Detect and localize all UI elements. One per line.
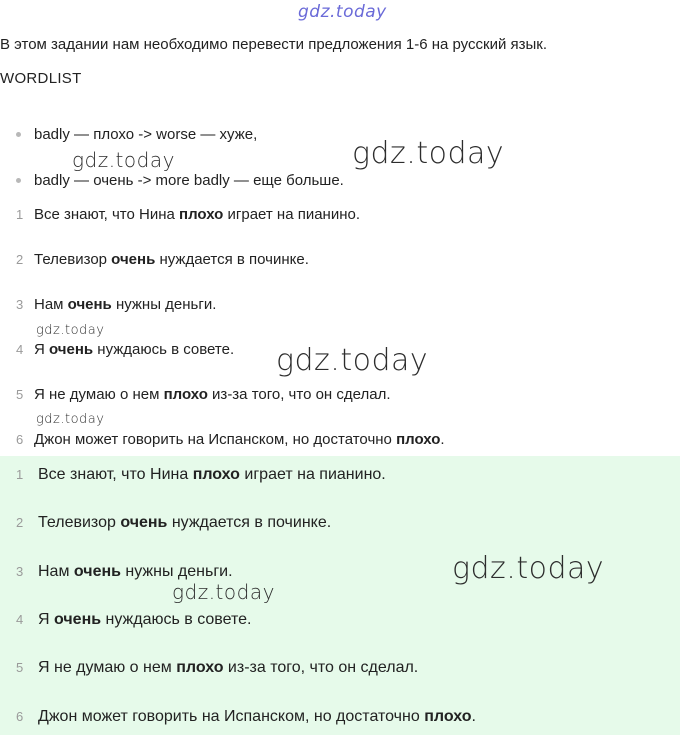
answer-text: нуждаюсь в совете.	[101, 611, 252, 628]
sentence-number: 3	[16, 297, 24, 312]
bullet-icon	[16, 132, 21, 137]
watermark: gdz.today	[36, 412, 105, 427]
sentence-item	[16, 386, 391, 403]
sentence-item	[16, 296, 216, 313]
sentence-text: Джон может говорить на Испанском, но достаточно	[34, 431, 397, 448]
sentence-keyword: очень	[111, 251, 156, 268]
sentence-item	[16, 431, 445, 448]
sentence-text: нуждаюсь в совете.	[93, 341, 235, 358]
watermark: gdz.today	[452, 551, 605, 586]
answer-keyword: плохо	[192, 466, 240, 483]
sentence-number: 4	[16, 342, 24, 357]
sentence-item	[16, 251, 309, 268]
answer-item	[16, 611, 251, 629]
answer-number: 4	[16, 612, 24, 627]
watermark: gdz.today	[36, 323, 105, 338]
answer-text: Телевизор	[38, 514, 121, 531]
watermark: gdz.today	[172, 580, 275, 604]
watermark-top: gdz.today	[298, 2, 387, 22]
sentence-number: 5	[16, 387, 24, 402]
answer-number: 1	[16, 467, 24, 482]
sentence-text: Я	[34, 341, 49, 358]
sentence-item	[16, 341, 234, 358]
sentence-text: Все знают, что Нина	[34, 206, 180, 223]
wordlist-item-text: badly — плохо -> worse — хуже,	[34, 126, 258, 143]
answer-item	[16, 563, 233, 581]
answer-text: Все знают, что Нина	[38, 466, 193, 483]
answer-panel	[0, 456, 680, 735]
sentence-text: играет на пианино.	[223, 206, 361, 223]
answer-text: из-за того, что он сделал.	[223, 659, 419, 676]
answer-number: 5	[16, 660, 24, 675]
sentence-number: 2	[16, 252, 24, 267]
sentence-text: .	[440, 431, 445, 448]
sentence-text: Телевизор	[34, 251, 112, 268]
sentence-text: нуждается в починке.	[155, 251, 309, 268]
answer-number: 6	[16, 709, 24, 724]
sentence-keyword: плохо	[163, 386, 208, 403]
answer-text: нуждается в починке.	[167, 514, 332, 531]
sentence-number: 1	[16, 207, 24, 222]
answer-text: Нам	[38, 563, 74, 580]
sentence-keyword: очень	[49, 341, 94, 358]
wordlist-heading: WORDLIST	[0, 70, 82, 87]
answer-text: Джон может говорить на Испанском, но достаточно	[38, 708, 425, 725]
sentence-item	[16, 206, 360, 223]
answer-text: играет на пианино.	[239, 466, 386, 483]
answer-number: 2	[16, 515, 24, 530]
intro-text: В этом задании нам необходимо перевести предложения 1-6 на русский язык.	[0, 36, 548, 53]
sentence-text: Я не думаю о нем	[34, 386, 164, 403]
watermark: gdz.today	[352, 136, 505, 171]
answer-item	[16, 514, 331, 532]
answer-number: 3	[16, 564, 24, 579]
answer-item	[16, 466, 386, 484]
answer-keyword: очень	[73, 563, 121, 580]
answer-text: Я не думаю о нем	[38, 659, 177, 676]
sentence-text: из-за того, что он сделал.	[207, 386, 391, 403]
sentence-keyword: плохо	[396, 431, 441, 448]
sentence-text: Нам	[34, 296, 68, 313]
watermark: gdz.today	[276, 343, 429, 378]
answer-keyword: очень	[120, 514, 168, 531]
sentence-keyword: плохо	[179, 206, 224, 223]
answer-text: нужны деньги.	[120, 563, 233, 580]
bullet-icon	[16, 178, 21, 183]
answer-text: .	[471, 708, 476, 725]
wordlist-item-text: badly — очень -> more badly — еще больше.	[34, 172, 344, 189]
sentence-keyword: очень	[67, 296, 112, 313]
answer-keyword: плохо	[424, 708, 472, 725]
sentence-text: нужны деньги.	[111, 296, 217, 313]
answer-text: Я	[38, 611, 54, 628]
watermark: gdz.today	[72, 148, 175, 172]
answer-item	[16, 659, 418, 677]
answer-keyword: плохо	[176, 659, 224, 676]
sentence-number: 6	[16, 432, 24, 447]
answer-item	[16, 708, 476, 726]
answer-keyword: очень	[54, 611, 102, 628]
